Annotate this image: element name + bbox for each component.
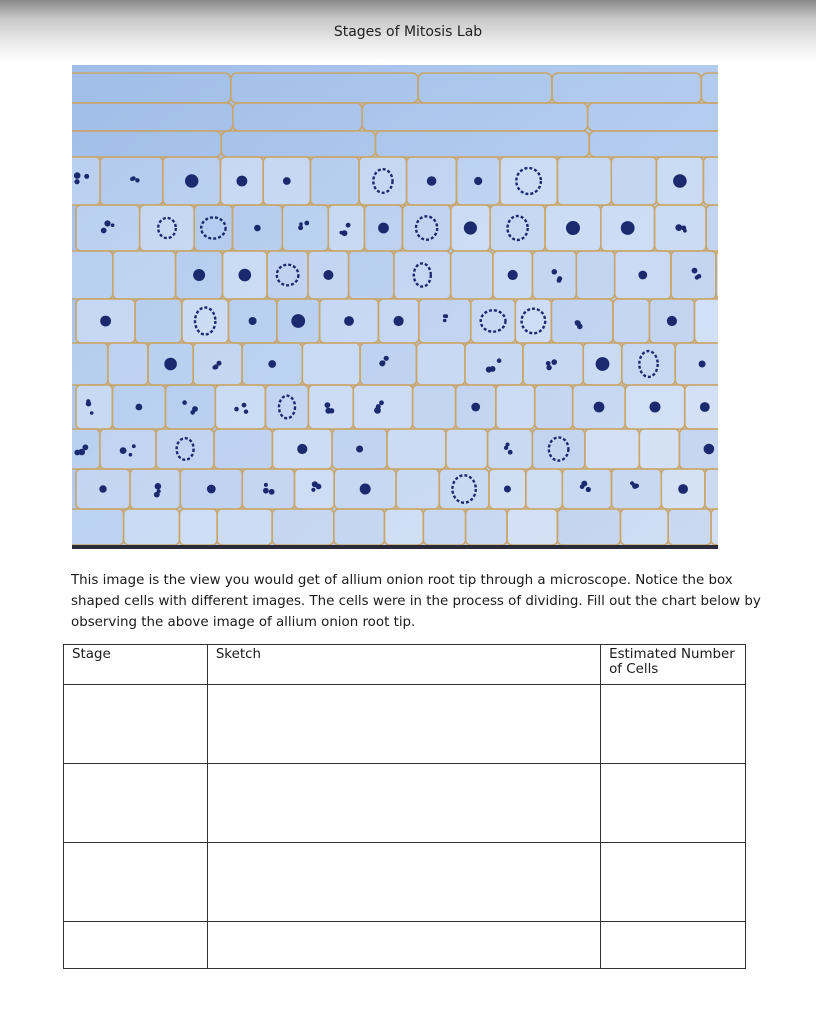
cell	[711, 509, 718, 545]
chromatin-dot	[490, 366, 496, 372]
chromatin-dot	[683, 229, 687, 233]
chromatin-dot	[581, 481, 587, 487]
cell	[242, 469, 294, 509]
cell	[423, 509, 465, 545]
chromatin-dot	[101, 228, 107, 234]
cell	[385, 509, 424, 545]
cell	[267, 251, 308, 299]
chromatin-dot	[312, 481, 318, 487]
cell	[166, 385, 216, 429]
cell	[611, 157, 656, 205]
stage-cell[interactable]	[64, 922, 208, 969]
nucleus	[474, 177, 482, 185]
sketch-cell[interactable]	[207, 764, 600, 843]
chromatin-dot	[74, 179, 79, 184]
cell	[585, 429, 639, 469]
chromatin-dot	[546, 365, 551, 370]
chromatin-dot	[546, 361, 551, 366]
nucleus	[193, 269, 205, 281]
chromatin-dot	[120, 447, 127, 454]
cell	[180, 509, 218, 545]
chromatin-dot	[135, 178, 139, 182]
nucleus	[700, 402, 710, 412]
chromatin-dot	[154, 492, 160, 498]
chromatin-dot	[586, 487, 591, 492]
cell	[359, 157, 407, 205]
nucleus	[471, 403, 480, 412]
chromatin-dot	[630, 481, 634, 485]
sketch-cell[interactable]	[207, 843, 600, 922]
mitosis-chart	[63, 644, 746, 969]
chromatin-dot	[264, 483, 268, 487]
chromatin-dot	[697, 274, 702, 279]
nucleus	[283, 177, 291, 185]
cell	[413, 385, 456, 429]
nucleus	[464, 221, 477, 234]
cell	[214, 429, 272, 469]
nucleus	[239, 269, 252, 282]
cell	[130, 469, 180, 509]
count-cell[interactable]	[601, 922, 746, 969]
nucleus	[667, 316, 677, 326]
cell	[695, 299, 719, 343]
stage-cell[interactable]	[64, 685, 208, 764]
cell	[532, 429, 585, 469]
cell	[612, 469, 662, 509]
cell	[394, 251, 451, 299]
cell	[140, 205, 195, 251]
cell	[535, 385, 573, 429]
chromatin-dot	[504, 446, 508, 450]
nucleus	[394, 316, 404, 326]
cell	[471, 299, 516, 343]
cell	[439, 469, 489, 509]
header-stage: Stage	[64, 645, 208, 685]
cell	[217, 509, 272, 545]
cell	[488, 429, 533, 469]
chromatin-dot	[325, 408, 331, 414]
chromatin-dot	[379, 400, 384, 405]
cell	[490, 205, 545, 251]
nucleus	[427, 176, 437, 186]
chromatin-dot	[182, 400, 187, 405]
cell	[328, 205, 364, 251]
chromatin-dot	[692, 268, 698, 274]
cell	[349, 251, 394, 299]
cell	[311, 157, 360, 205]
sketch-cell[interactable]	[207, 922, 600, 969]
cell	[76, 385, 112, 429]
cell	[100, 429, 156, 469]
cell	[557, 157, 611, 205]
nucleus	[100, 316, 111, 327]
nucleus	[323, 270, 333, 280]
chromatin-dot	[129, 453, 133, 457]
cell	[446, 429, 488, 469]
nucleus	[207, 485, 216, 494]
cell	[557, 509, 620, 545]
cell	[451, 251, 493, 299]
chromatin-dot	[557, 276, 562, 281]
cell	[353, 385, 412, 429]
stage-cell[interactable]	[64, 764, 208, 843]
nucleus	[164, 358, 177, 371]
cell	[465, 343, 523, 385]
nucleus	[638, 271, 647, 280]
cell	[576, 251, 614, 299]
cell	[108, 343, 148, 385]
cell	[302, 343, 360, 385]
sketch-cell[interactable]	[207, 685, 600, 764]
nucleus	[360, 484, 371, 495]
chromatin-dot	[84, 174, 89, 179]
chromatin-dot	[311, 488, 315, 492]
chromatin-dot	[269, 489, 275, 495]
cell	[135, 299, 182, 343]
cell	[360, 343, 416, 385]
count-cell[interactable]	[601, 764, 746, 843]
cell	[500, 157, 558, 205]
cell	[671, 251, 716, 299]
chromatin-dot	[376, 404, 381, 409]
chromatin-dot	[552, 269, 558, 275]
chromatin-dot	[325, 402, 331, 408]
nucleus	[136, 404, 143, 411]
nucleus	[504, 486, 511, 493]
chromatin-dot	[90, 411, 94, 415]
cell	[100, 157, 163, 205]
cell	[496, 385, 535, 429]
header-estimated-number: Estimated Number of Cells	[601, 645, 746, 685]
nucleus	[594, 402, 605, 413]
nucleus	[699, 361, 706, 368]
chromatin-dot	[497, 358, 502, 363]
nucleus	[378, 223, 389, 234]
cell	[72, 509, 124, 545]
count-cell[interactable]	[601, 843, 746, 922]
cell	[403, 205, 451, 251]
chromatin-dot	[384, 356, 389, 361]
chromatin-dot	[155, 483, 162, 490]
cell	[526, 469, 562, 509]
header-sketch: Sketch	[207, 645, 600, 685]
cell	[675, 343, 718, 385]
chromatin-dot	[130, 177, 134, 181]
table-row	[64, 764, 746, 843]
table-row	[64, 685, 746, 764]
cell	[533, 251, 577, 299]
cell	[72, 343, 108, 385]
chromatin-dot	[234, 407, 239, 412]
chromatin-dot	[86, 401, 91, 406]
cell	[282, 205, 328, 251]
nucleus	[254, 225, 261, 232]
nucleus	[650, 402, 661, 413]
count-cell[interactable]	[601, 685, 746, 764]
nucleus	[99, 485, 106, 492]
chromatin-dot	[212, 365, 216, 369]
chromatin-dot	[508, 450, 513, 455]
nucleus	[185, 174, 198, 187]
nucleus	[673, 174, 687, 188]
nucleus	[596, 357, 610, 371]
chromatin-dot	[304, 221, 309, 226]
chromatin-dot	[104, 220, 110, 226]
nucleus	[678, 484, 688, 494]
cell	[613, 299, 649, 343]
cell	[124, 509, 180, 545]
cell	[215, 385, 265, 429]
cell	[334, 509, 385, 545]
chromatin-dot	[132, 444, 136, 448]
nucleus	[356, 446, 363, 453]
nucleus	[344, 316, 354, 326]
cell	[182, 299, 229, 343]
chromatin-dot	[346, 223, 351, 228]
cell	[716, 251, 718, 299]
chromatin-dot	[379, 360, 385, 366]
table-row	[64, 843, 746, 922]
chromatin-dot	[111, 223, 115, 227]
chromatin-dot	[244, 410, 248, 414]
cell	[417, 343, 465, 385]
cell	[72, 251, 113, 299]
nucleus	[268, 360, 276, 368]
intro-paragraph: This image is the view you would get of allium onion root tip through a microscope. Notice the box shaped cells with different images. The cells were in the process of dividing. Fill out the chart below by observing the above image of allium onion root tip.	[71, 573, 761, 630]
chromatin-dot	[575, 320, 581, 326]
nucleus	[297, 444, 307, 454]
table-header-row	[64, 645, 746, 685]
onion-root-tip-micrograph	[72, 65, 718, 549]
chromatin-dot	[443, 319, 447, 323]
page-title: Stages of Mitosis Lab	[333, 24, 483, 40]
cell	[551, 299, 613, 343]
chromatin-dot	[79, 449, 86, 456]
chromatin-dot	[675, 224, 682, 231]
nucleus	[508, 270, 518, 280]
chromatin-dot	[192, 406, 198, 412]
cell	[76, 205, 140, 251]
cell	[703, 157, 718, 205]
table-row	[64, 922, 746, 969]
cell	[466, 509, 508, 545]
cell	[387, 429, 446, 469]
nucleus	[621, 221, 635, 235]
chromatin-dot	[340, 231, 344, 235]
cell	[621, 509, 669, 545]
cell	[156, 429, 214, 469]
chromatin-dot	[551, 359, 557, 365]
nucleus	[237, 176, 248, 187]
cell	[266, 385, 309, 429]
chromatin-dot	[444, 314, 448, 318]
nucleus	[249, 317, 257, 325]
stage-cell[interactable]	[64, 843, 208, 922]
cell	[639, 429, 679, 469]
cell	[396, 469, 439, 509]
nucleus	[566, 221, 580, 235]
cell	[272, 509, 334, 545]
cell	[113, 251, 176, 299]
chromatin-dot	[298, 225, 303, 230]
chromatin-dot	[217, 361, 222, 366]
cell	[507, 509, 557, 545]
chromatin-dot	[263, 488, 269, 494]
chromatin-dot	[74, 172, 81, 179]
nucleus	[291, 314, 305, 328]
cell	[706, 205, 718, 251]
cell	[668, 509, 711, 545]
nucleus	[704, 444, 715, 455]
chromatin-dot	[242, 403, 247, 408]
cell	[705, 469, 718, 509]
cell	[309, 385, 354, 429]
cell	[622, 343, 675, 385]
